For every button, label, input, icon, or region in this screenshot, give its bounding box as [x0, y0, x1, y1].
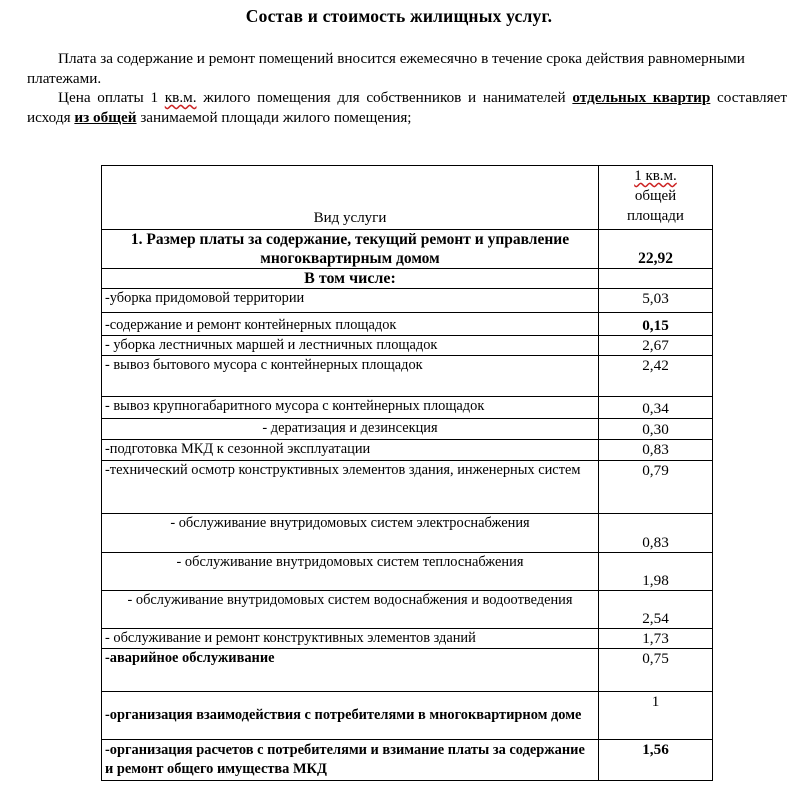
intro-text — [27, 49, 787, 127]
table-row — [102, 591, 713, 629]
service-name: - обслуживание и ремонт конструктивных элементов зданий — [102, 629, 599, 649]
table-header-row — [102, 166, 713, 230]
header-price-line-2: общей — [634, 188, 677, 204]
table-row — [102, 629, 713, 649]
intro-p2-emphasis-apartments: отдельных квартир — [572, 89, 711, 106]
header-service: Вид услуги — [102, 166, 599, 230]
service-price: 1,98 — [599, 553, 713, 591]
table-row — [102, 440, 713, 461]
service-name: -содержание и ремонт контейнерных площадок — [102, 313, 599, 336]
service-price: 0,75 — [599, 649, 713, 692]
table-row — [102, 692, 713, 740]
service-name: -аварийное обслуживание — [102, 649, 599, 692]
service-price: 2,67 — [599, 336, 713, 356]
intro-p2-part-c: составляет исходя — [27, 89, 787, 126]
service-name: - дератизация и дезинсекция — [102, 419, 599, 440]
service-price: 2,54 — [599, 591, 713, 629]
intro-p2-unit: кв.м. — [164, 89, 197, 106]
service-price: 0,83 — [599, 514, 713, 553]
intro-paragraph-1: Плата за содержание и ремонт помещений вносится ежемесячно в течение срока действия равномерными платежами. — [27, 50, 745, 87]
service-price: 1,73 — [599, 629, 713, 649]
table-row — [102, 514, 713, 553]
service-price: 0,34 — [599, 397, 713, 419]
document-title: Состав и стоимость жилищных услуг. — [245, 6, 553, 26]
service-name: - обслуживание внутридомовых систем теплоснабжения — [102, 553, 599, 591]
table-row — [102, 313, 713, 336]
service-price: 0,79 — [599, 461, 713, 514]
service-name: - вывоз крупногабаритного мусора с контейнерных площадок — [102, 397, 599, 419]
header-price — [599, 166, 713, 230]
header-price-line-3: площади — [627, 208, 684, 224]
table-row — [102, 740, 713, 781]
service-name: -организация расчетов с потребителями и взимание платы за содержание и ремонт общего имущества МКД — [102, 740, 599, 781]
service-name: - обслуживание внутридомовых систем электроснабжения — [102, 514, 599, 553]
service-price: 1,56 — [599, 740, 713, 781]
intro-p2-part-a: Цена оплаты 1 — [58, 89, 165, 106]
table-row — [102, 461, 713, 514]
including-empty-cell — [599, 269, 713, 289]
intro-paragraph-2 — [27, 88, 787, 127]
intro-p2-part-b: жилого помещения для собственников и нанимателей — [196, 89, 573, 106]
including-label: В том числе: — [102, 269, 599, 289]
service-price: 0,15 — [599, 313, 713, 336]
including-row — [102, 269, 713, 289]
service-price: 0,83 — [599, 440, 713, 461]
service-price: 2,42 — [599, 356, 713, 397]
table-row — [102, 336, 713, 356]
service-name: - уборка лестничных маршей и лестничных площадок — [102, 336, 599, 356]
service-price: 5,03 — [599, 289, 713, 313]
table-row — [102, 289, 713, 313]
service-name: -подготовка МКД к сезонной эксплуатации — [102, 440, 599, 461]
service-price: 1 — [599, 692, 713, 740]
section-label: 1. Размер платы за содержание, текущий ремонт и управление многоквартирным домом — [102, 230, 599, 269]
table-row — [102, 419, 713, 440]
table-row — [102, 356, 713, 397]
services-table — [101, 165, 713, 781]
service-name: -технический осмотр конструктивных элементов здания, инженерных систем — [102, 461, 599, 514]
header-price-unit: 1 кв.м. — [634, 168, 677, 184]
intro-p2-part-d: занимаемой площади жилого помещения; — [136, 108, 412, 126]
service-name: -уборка придомовой территории — [102, 289, 599, 313]
table-row — [102, 397, 713, 419]
section-row — [102, 230, 713, 269]
service-name: - вывоз бытового мусора с контейнерных площадок — [102, 356, 599, 397]
table-row — [102, 649, 713, 692]
section-value: 22,92 — [599, 230, 713, 269]
service-price: 0,30 — [599, 419, 713, 440]
table-row — [102, 553, 713, 591]
intro-p2-emphasis-total: из общей — [74, 108, 137, 126]
service-name: - обслуживание внутридомовых систем водоснабжения и водоотведения — [102, 591, 599, 629]
service-name: -организация взаимодействия с потребителями в многоквартирном доме — [102, 692, 599, 740]
